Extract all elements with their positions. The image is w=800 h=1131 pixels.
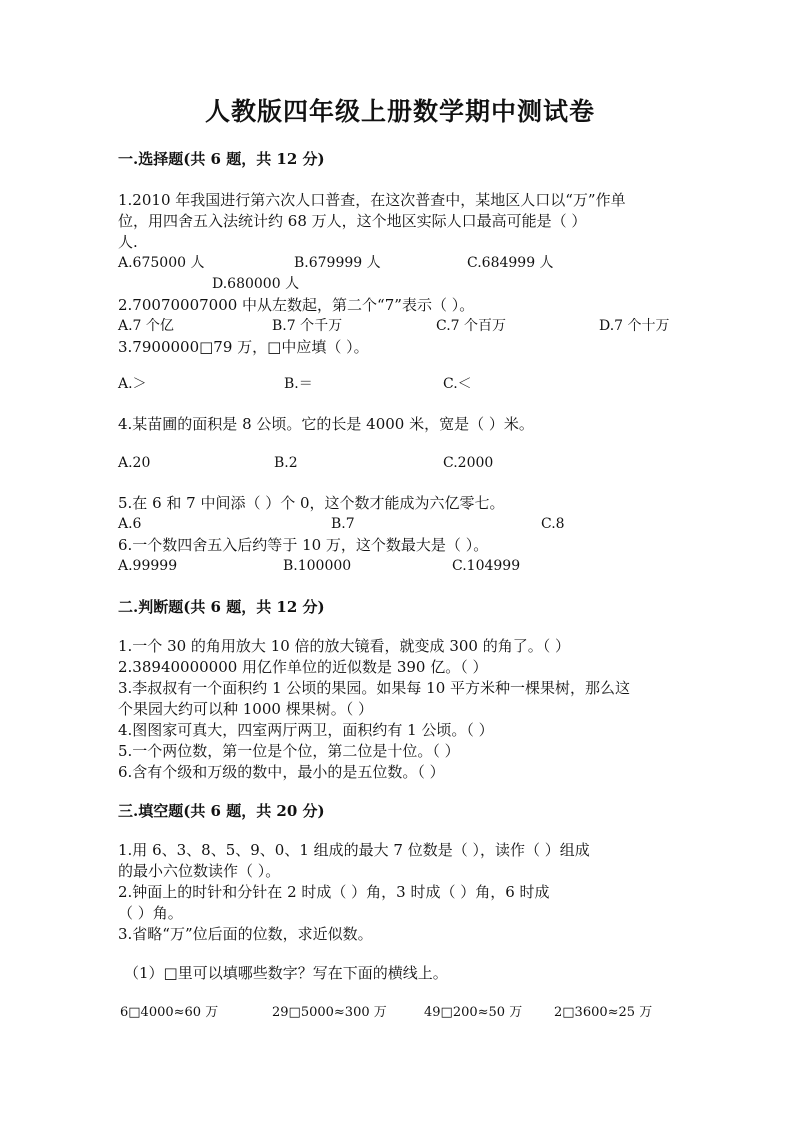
option-d: D.7 个十万 [599,318,670,334]
option-b: B.100000 [283,558,352,574]
list-item: 个果园大约可以种 1000 棵果树。（ ） [118,700,373,718]
option-b: B.7 个千万 [272,318,343,334]
option-c: C.104999 [452,558,521,574]
option-a: A.675000 人 [118,255,205,271]
question-text: 3.省略“万”位后面的位数，求近似数。 [118,925,373,943]
sub-question-text: （1）□里可以填哪些数字？写在下面的横线上。 [124,964,448,982]
question-text: 6.一个数四舍五入后约等于 10 万，这个数最大是（ ）。 [118,536,489,554]
option-a: A.＞ [118,376,147,392]
page-title: 人教版四年级上册数学期中测试卷 [204,97,595,126]
option-c: C.684999 人 [467,255,554,271]
question-text: 人. [118,233,138,251]
section-heading-fill-in: 三.填空题(共 6 题，共 20 分) [118,802,325,820]
list-item: 4.图图家可真大，四室两厅两卫，面积约有 1 公顷。（ ） [118,721,494,739]
option-a: A.99999 [118,558,178,574]
list-item: 1.一个 30 的角用放大 10 倍的放大镜看，就变成 300 的角了。（ ） [118,637,570,655]
list-item: 5.一个两位数，第一位是个位，第二位是十位。（ ） [118,742,460,760]
question-text: 2.钟面上的时针和分针在 2 时成（ ）角，3 时成（ ）角，6 时成 [118,883,550,901]
option-b: B.＝ [284,376,313,392]
question-text: 1.用 6、3、8、5、9、0、1 组成的最大 7 位数是（ ），读作（ ）组成 [118,841,590,859]
question-text: 的最小六位数读作（ ）。 [118,862,281,880]
option-a: A.6 [118,516,142,532]
option-c: C.2000 [443,455,494,471]
option-c: C.8 [541,516,565,532]
list-item: 6.含有个级和万级的数中，最小的是五位数。（ ） [118,763,445,781]
option-b: B.7 [331,516,355,532]
option-c: C.7 个百万 [436,318,507,334]
section-heading-judgement: 二.判断题(共 6 题，共 12 分) [118,598,325,616]
question-text: 位，用四舍五入法统计约 68 万人，这个地区实际人口最高可能是（ ） [118,212,587,230]
option-a: A.20 [118,455,151,471]
estimation-item: 6□4000≈60 万 [120,1005,219,1020]
option-c: C.＜ [443,376,472,392]
estimation-item: 2□3600≈25 万 [554,1005,653,1020]
question-text: （ ）角。 [118,904,183,922]
section-heading-choice: 一.选择题(共 6 题，共 12 分) [118,150,325,168]
option-b: B.2 [274,455,298,471]
question-text: 5.在 6 和 7 中间添（ ）个 0，这个数才能成为六亿零七。 [118,494,505,512]
option-a: A.7 个亿 [118,318,174,334]
question-text: 1.2010 年我国进行第六次人口普查，在这次普查中，某地区人口以“万”作单 [118,191,626,209]
estimation-item: 49□200≈50 万 [424,1005,523,1020]
estimation-item: 29□5000≈300 万 [272,1005,387,1020]
option-b: B.679999 人 [294,255,381,271]
list-item: 3.李叔叔有一个面积约 1 公顷的果园。如果每 10 平方米种一棵果树，那么这 [118,679,631,697]
option-d: D.680000 人 [212,276,300,292]
question-text: 2.70070007000 中从左数起，第二个“7”表示（ ）。 [118,296,475,314]
question-text: 4.某苗圃的面积是 8 公顷。它的长是 4000 米，宽是（ ）米。 [118,415,534,433]
question-text: 3.7900000□79 万，□中应填（ ）。 [118,338,369,356]
list-item: 2.38940000000 用亿作单位的近似数是 390 亿。（ ） [118,658,488,676]
